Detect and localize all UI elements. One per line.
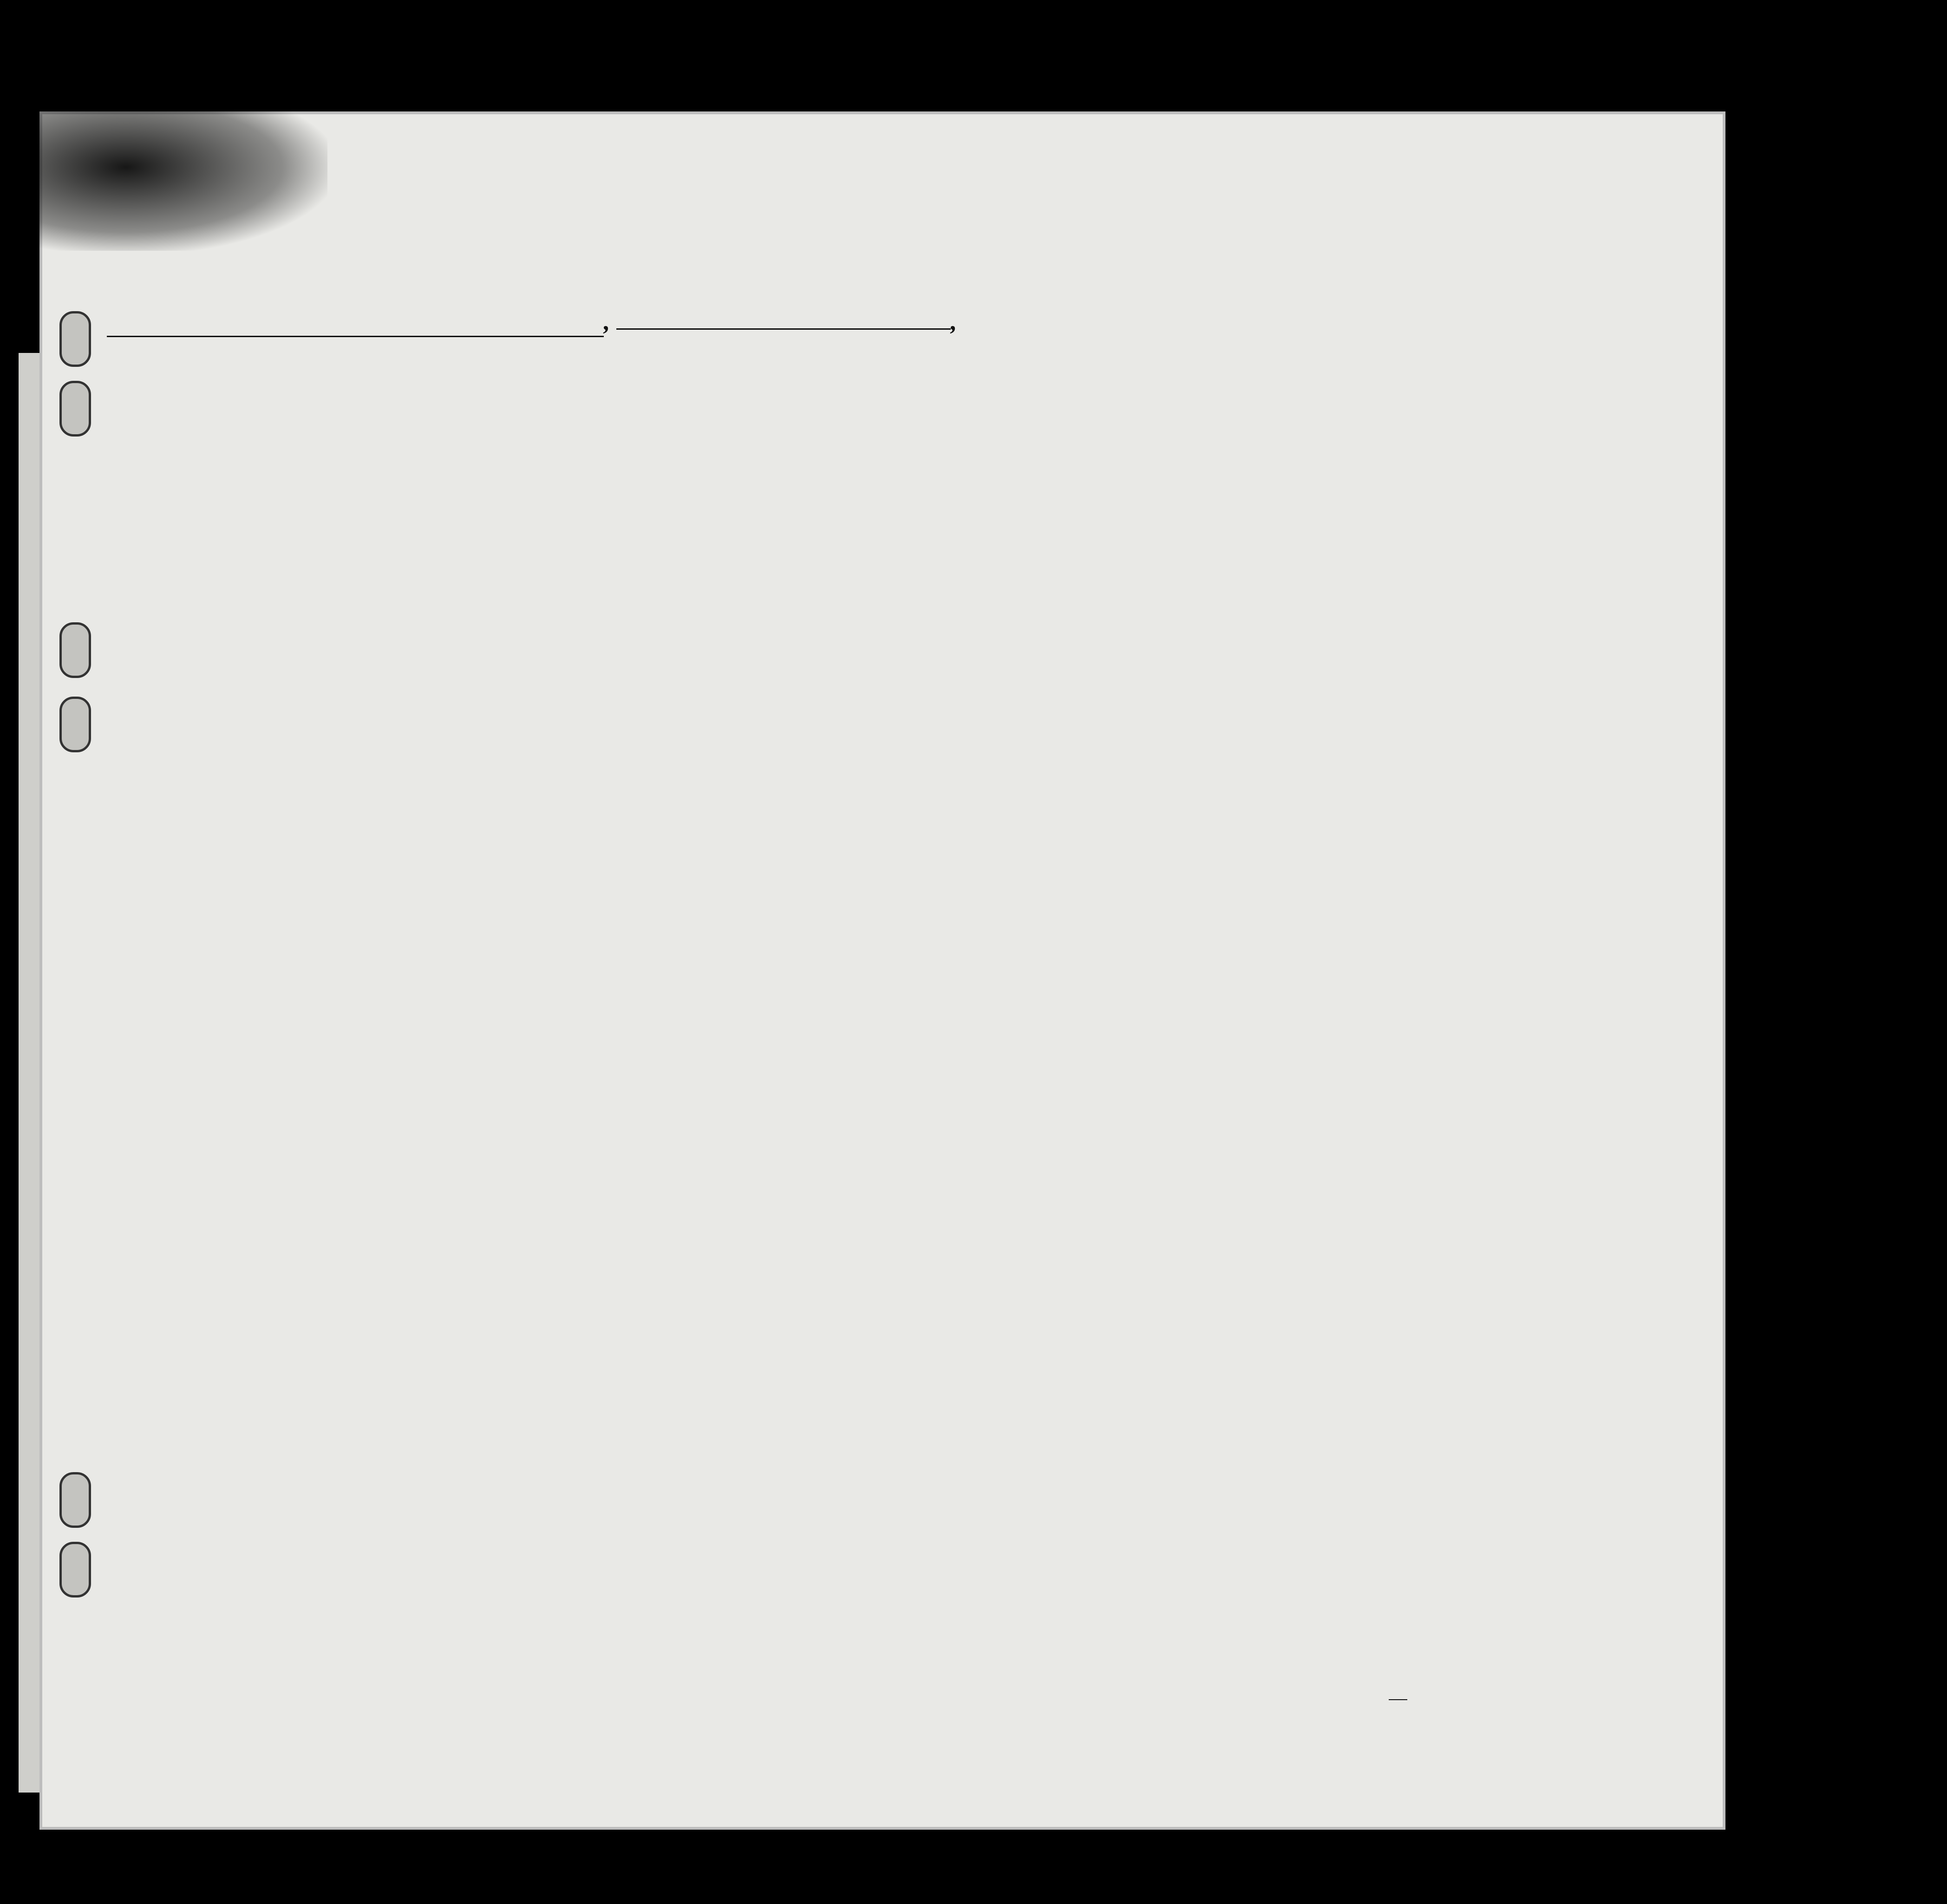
header-fifty-dollars [665, 395, 687, 511]
header-excluded [1392, 399, 1414, 511]
header-purpose-return [1109, 409, 1141, 511]
header-polygamist [1252, 399, 1276, 511]
header-arrested [1416, 399, 1438, 511]
header-prison [1215, 399, 1246, 511]
header-overthrow [1307, 399, 1354, 511]
header-ticket [544, 409, 572, 511]
header-purpose-length [1143, 409, 1176, 511]
header-purpose-citizen [1178, 409, 1211, 511]
arriving-line: , , [107, 304, 957, 337]
header-anarchist [1278, 399, 1302, 511]
line-field [1389, 1683, 1407, 1699]
header-labor-offer [1357, 399, 1390, 511]
line-value [1389, 1685, 1407, 1700]
header-inches [1572, 478, 1590, 511]
header-feet [1551, 478, 1569, 511]
